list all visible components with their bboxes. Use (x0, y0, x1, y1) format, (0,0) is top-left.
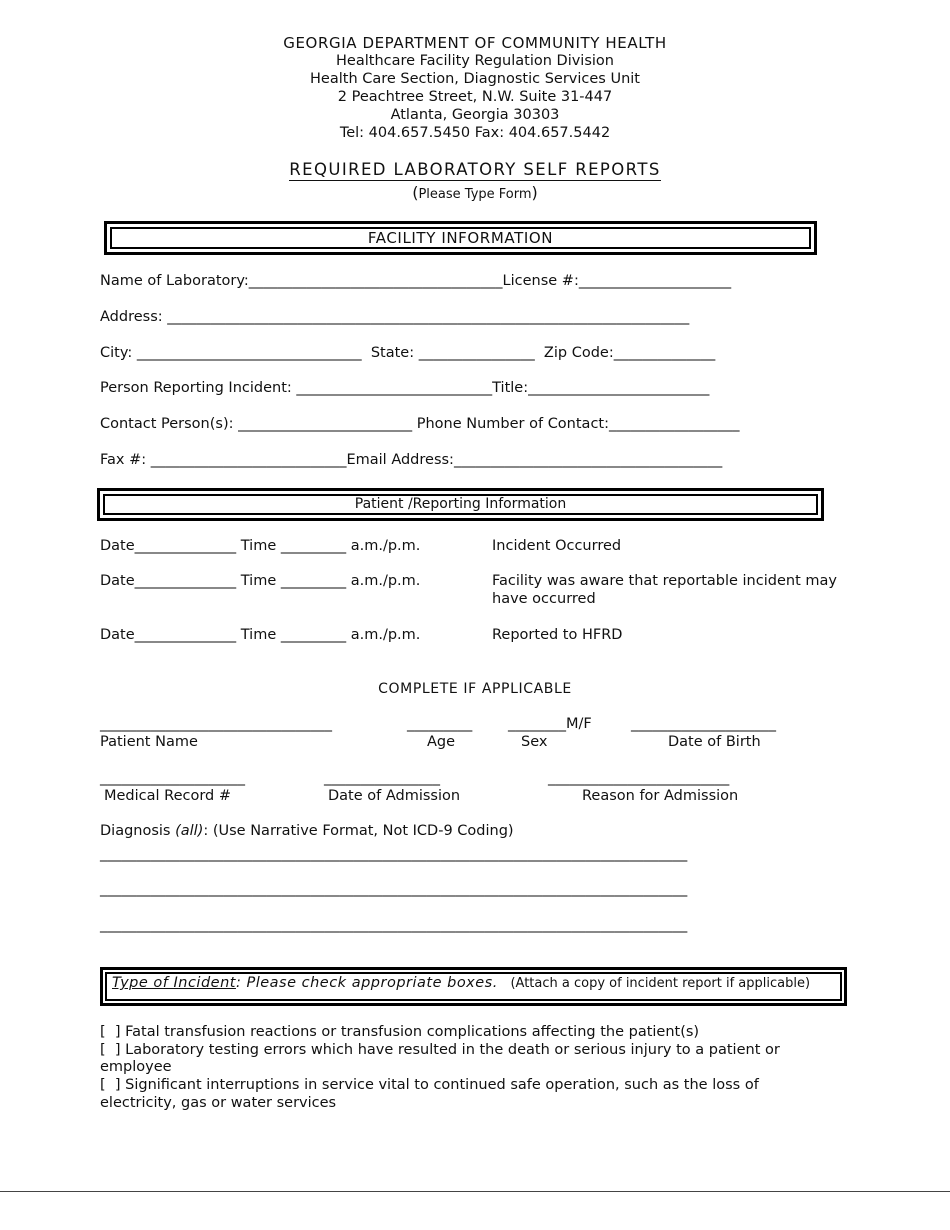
type-of-incident-label: Type of Incident (112, 975, 236, 991)
diagnosis-line-3[interactable]: _________________________________________________________________________________ (100, 917, 688, 933)
checkbox-service-interruptions[interactable]: [ ] Significant interruptions in service vital to continued safe operation, such as the loss of (100, 1077, 759, 1093)
form-title: REQUIRED LABORATORY SELF REPORTS (289, 160, 661, 179)
diagnosis-label: Diagnosis (all): (Use Narrative Format, Not ICD-9 Coding) (100, 823, 514, 839)
agency-header (0, 34, 950, 142)
checkbox-testing-errors[interactable]: [ ] Laboratory testing errors which have resulted in the death or serious injury to a patient or (100, 1042, 780, 1058)
checkbox-fatal-transfusion[interactable]: [ ] Fatal transfusion reactions or transfusion complications affecting the patient(s) (100, 1024, 700, 1040)
fax-email-field[interactable]: Fax #: ___________________________Email Address:_____________________________________ (100, 452, 723, 468)
address-field[interactable]: Address: ________________________________________________________________________ (100, 309, 690, 325)
dob-label: Date of Birth (668, 734, 761, 750)
incident-heading (105, 972, 842, 1001)
diagnosis-line-2[interactable]: _________________________________________________________________________________ (100, 881, 688, 897)
phone-fax: Tel: 404.657.5450 Fax: 404.657.5442 (339, 125, 611, 141)
patient-name-field[interactable]: ________________________________ (100, 716, 332, 732)
sex-field[interactable]: ________M/F (508, 716, 592, 732)
sex-label: Sex (521, 734, 548, 750)
reporter-title-field[interactable]: Person Reporting Incident: ___________________________Title:_________________________ (100, 380, 710, 396)
city-state-zip-field[interactable]: City: _______________________________ State: ________________ Zip Code:______________ (100, 345, 716, 361)
admission-reason-label: Reason for Admission (582, 788, 739, 804)
facility-aware-label: Facility was aware that reportable incident may (492, 573, 837, 589)
facility-aware-date[interactable]: Date______________ Time _________ a.m./p.m. (100, 573, 421, 589)
contact-phone-field[interactable]: Contact Person(s): ________________________ Phone Number of Contact:__________________ (100, 416, 740, 432)
patient-name-label: Patient Name (100, 734, 198, 750)
medical-record-label: Medical Record # (104, 788, 232, 804)
form-subtitle: (Please Type Form) (412, 183, 538, 202)
facility-aware-label-cont: have occurred (492, 591, 596, 607)
section-name: Health Care Section, Diagnostic Services Unit (310, 71, 640, 87)
reported-hfrd-label: Reported to HFRD (492, 627, 623, 643)
city-address: Atlanta, Georgia 30303 (390, 107, 560, 123)
checkbox-testing-errors-cont: employee (100, 1059, 172, 1075)
medical-record-field[interactable]: ____________________ (100, 770, 245, 786)
checkbox-service-interruptions-cont: electricity, gas or water services (100, 1095, 337, 1111)
incident-occurred-date[interactable]: Date______________ Time _________ a.m./p.m. (100, 538, 421, 554)
patient-heading: Patient /Reporting Information (103, 494, 818, 515)
incident-occurred-label: Incident Occurred (492, 538, 622, 554)
lab-name-field[interactable]: Name of Laboratory:___________________________________License #:_____________________ (100, 273, 732, 289)
agency-name: GEORGIA DEPARTMENT OF COMMUNITY HEALTH (283, 34, 667, 52)
complete-if-applicable: COMPLETE IF APPLICABLE (378, 681, 572, 697)
page-bottom-rule (0, 1191, 950, 1192)
check-boxes-instruction: : Please check appropriate boxes. (235, 975, 498, 991)
dob-field[interactable]: ____________________ (631, 716, 776, 732)
facility-heading: FACILITY INFORMATION (110, 227, 811, 249)
admission-date-field[interactable]: ________________ (324, 770, 440, 786)
age-label: Age (427, 734, 456, 750)
age-field[interactable]: _________ (407, 716, 473, 732)
admission-date-label: Date of Admission (328, 788, 461, 804)
attach-report-note: (Attach a copy of incident report if applicable) (510, 976, 811, 991)
street-address: 2 Peachtree Street, N.W. Suite 31-447 (337, 89, 613, 105)
division-name: Healthcare Facility Regulation Division (336, 53, 614, 69)
reported-hfrd-date[interactable]: Date______________ Time _________ a.m./p.m. (100, 627, 421, 643)
admission-reason-field[interactable]: _________________________ (548, 770, 730, 786)
diagnosis-line-1[interactable]: _________________________________________________________________________________ (100, 846, 688, 862)
